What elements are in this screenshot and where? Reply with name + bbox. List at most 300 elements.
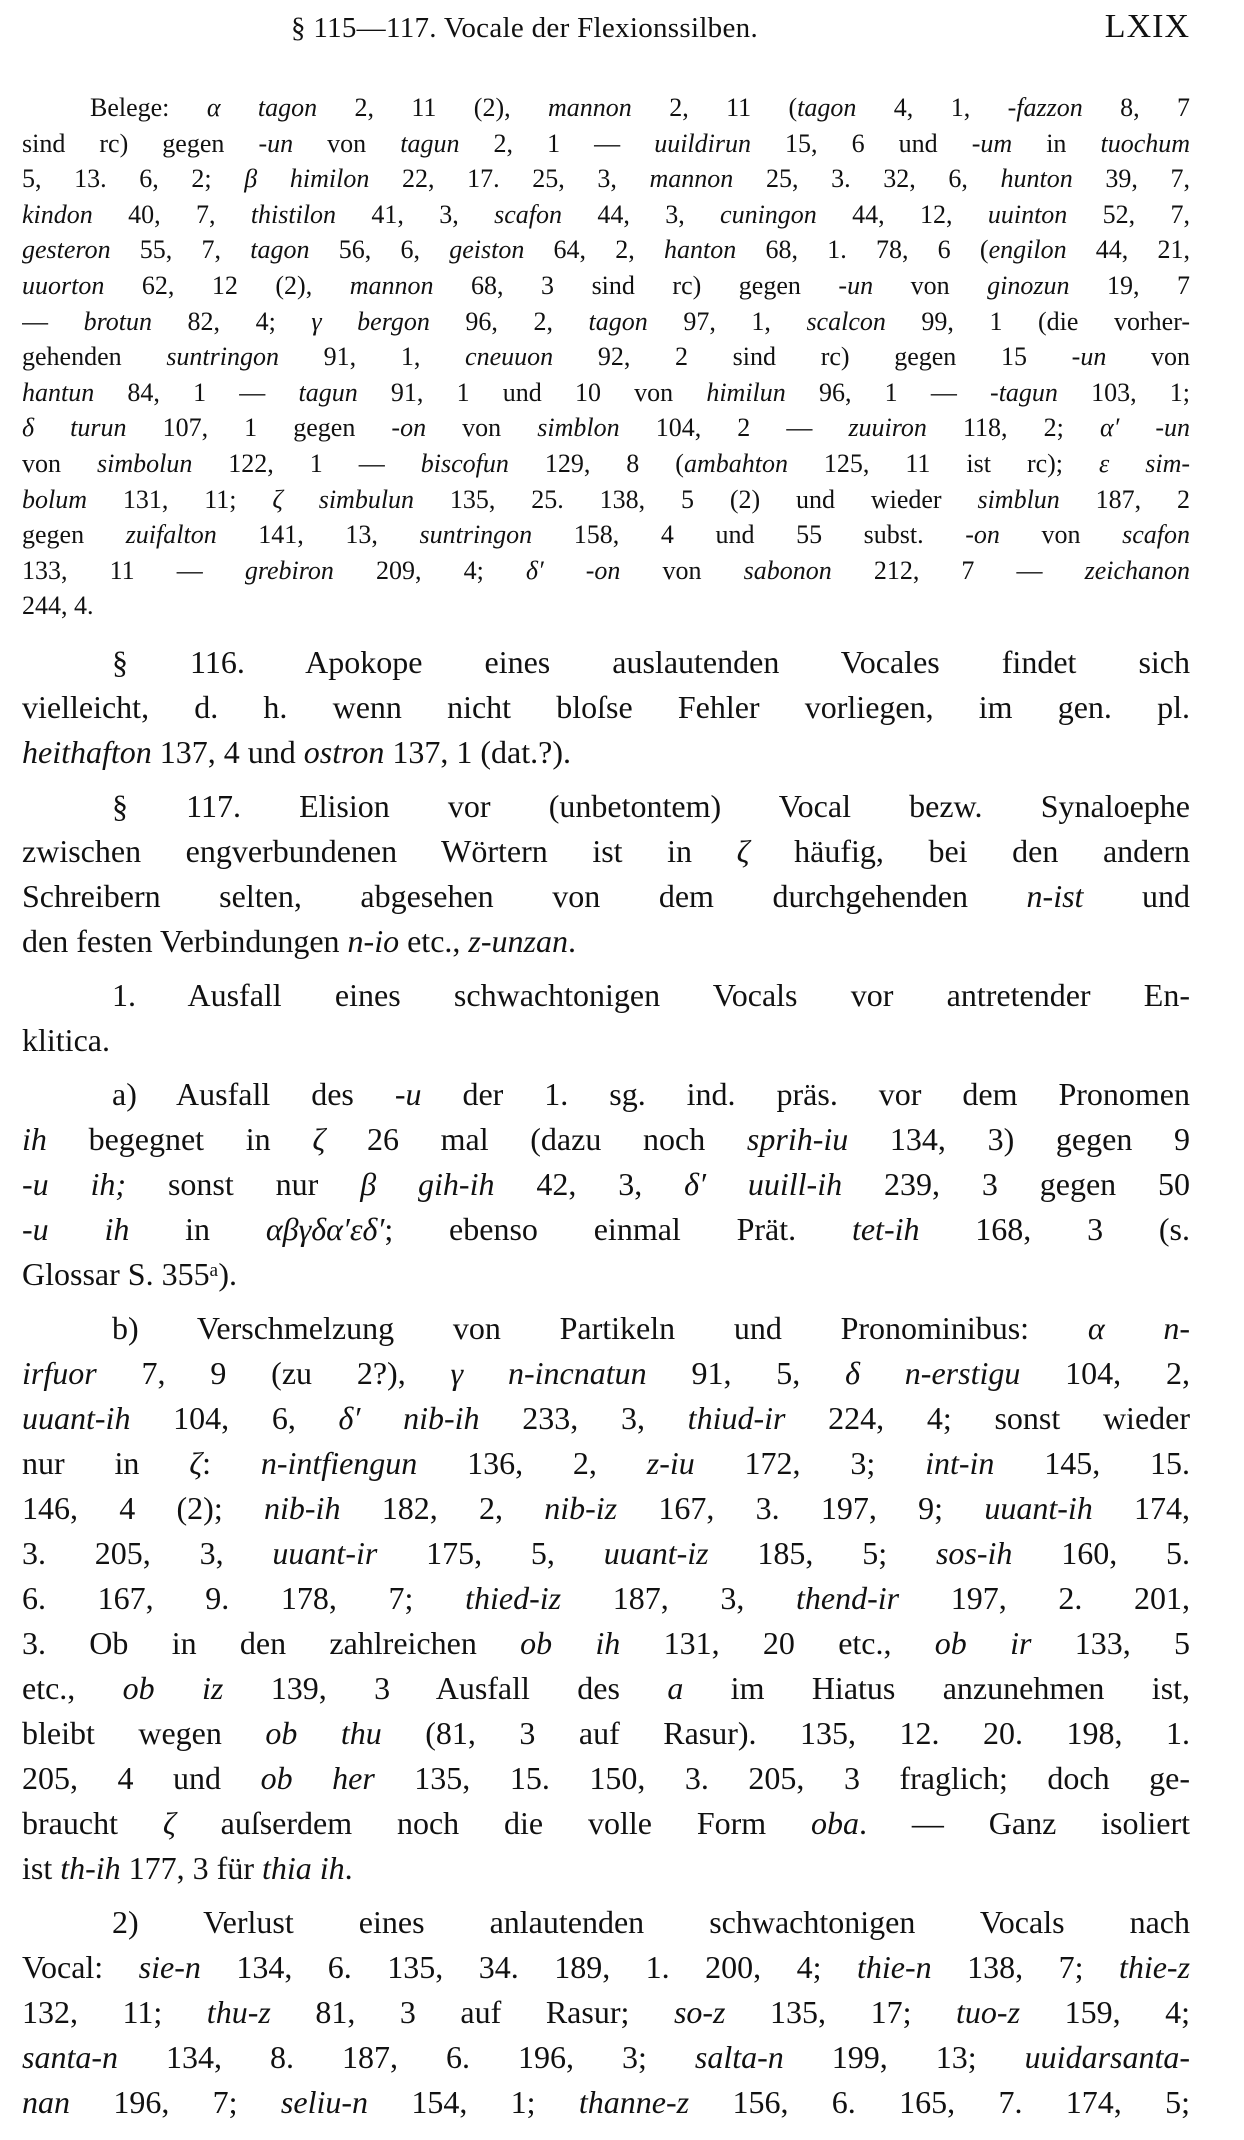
running-header-title: § 115—117. Vocale der Flexionssilben. bbox=[291, 12, 758, 44]
italic-word: ζ bbox=[162, 1804, 176, 1841]
italic-word: z-iu bbox=[646, 1444, 695, 1481]
italic-word: -um bbox=[971, 128, 1013, 158]
italic-word: n-intfiengun bbox=[260, 1444, 418, 1481]
italic-word: uuant-ih bbox=[984, 1489, 1093, 1526]
italic-word: uuildirun bbox=[654, 128, 751, 158]
italic-word: z-unzan bbox=[468, 922, 568, 959]
text-run: häufig, bei den andern bbox=[749, 832, 1190, 869]
italic-word: brotun bbox=[83, 306, 152, 336]
italic-word: thie-z bbox=[1118, 1948, 1190, 1985]
italic-word: hantun bbox=[22, 377, 95, 407]
text-run: von bbox=[873, 270, 988, 300]
text-run: 39, 7, bbox=[1072, 164, 1190, 194]
text-line bbox=[22, 1018, 1190, 1063]
text-run: 135, 17; bbox=[725, 1993, 957, 2030]
text-run: . bbox=[567, 922, 576, 959]
italic-word: ε sim- bbox=[1099, 448, 1190, 478]
text-run: 81, 3 auf Rasur; bbox=[270, 1993, 674, 2030]
italic-word: n-io bbox=[347, 922, 400, 959]
italic-word: simbolun bbox=[96, 448, 193, 478]
text-run: 52, 7, bbox=[1067, 199, 1190, 229]
text-run: 239, 3 gegen 50 bbox=[842, 1165, 1190, 1202]
text-run: 22, 17. 25, 3, bbox=[369, 164, 650, 194]
text-run: 174, bbox=[1092, 1489, 1190, 1526]
text-run: 197, 2. 201, bbox=[899, 1579, 1190, 1616]
italic-word: salta-n bbox=[694, 2038, 784, 2075]
italic-word: kindon bbox=[22, 199, 93, 229]
italic-word: thie-n bbox=[856, 1948, 932, 1985]
text-line bbox=[22, 1441, 1190, 1486]
page-body bbox=[22, 90, 1190, 2125]
italic-word: uuorton bbox=[22, 270, 105, 300]
text-run: . bbox=[344, 1849, 353, 1886]
italic-word: -u ih; bbox=[22, 1165, 127, 1202]
text-line bbox=[22, 197, 1190, 233]
text-run: 177, 3 für bbox=[120, 1849, 262, 1886]
text-run: 3. Ob in den zahlreichen bbox=[22, 1624, 521, 1661]
italic-word: bolum bbox=[22, 484, 87, 514]
italic-word: ob ih bbox=[520, 1624, 621, 1661]
text-run: 26 mal (dazu noch bbox=[325, 1120, 747, 1157]
italic-word: n-ist bbox=[1026, 877, 1084, 914]
text-run: 3. 205, 3, bbox=[22, 1534, 273, 1571]
text-run: 139, 3 Ausfall des bbox=[223, 1669, 668, 1706]
paragraph bbox=[22, 1072, 1190, 1297]
text-run: 91, 5, bbox=[646, 1354, 846, 1391]
italic-word: -un bbox=[1071, 342, 1107, 372]
text-line bbox=[22, 304, 1190, 340]
italic-word: sos-ih bbox=[935, 1534, 1013, 1571]
text-line bbox=[22, 1207, 1190, 1252]
text-line bbox=[22, 161, 1190, 197]
text-line bbox=[22, 553, 1190, 589]
italic-word: ginozun bbox=[987, 270, 1070, 300]
text-run: den festen Verbindungen bbox=[22, 922, 348, 959]
italic-word: mannon bbox=[349, 270, 434, 300]
text-line bbox=[22, 1351, 1190, 1396]
text-run: 64, 2, bbox=[524, 235, 665, 265]
italic-word: heithafton bbox=[22, 733, 152, 770]
text-run: 99, 1 (die vorher- bbox=[885, 306, 1190, 336]
italic-word: suntringon bbox=[166, 342, 279, 372]
italic-word: δ n-erstigu bbox=[845, 1354, 1021, 1391]
text-line bbox=[22, 640, 1190, 685]
text-run: 92, 2 sind rc) gegen 15 bbox=[553, 342, 1072, 372]
text-run: 91, 1 und 10 von bbox=[357, 377, 707, 407]
text-run: 68, 3 sind rc) gegen bbox=[433, 270, 839, 300]
text-run: 129, 8 ( bbox=[508, 448, 684, 478]
italic-word: α tagon bbox=[206, 93, 318, 122]
italic-word: scalcon bbox=[806, 306, 886, 336]
text-run: zwischen engverbundenen Wörtern ist in bbox=[22, 832, 737, 869]
text-run: . — Ganz isoliert bbox=[859, 1804, 1190, 1841]
text-run: in bbox=[129, 1210, 266, 1247]
text-run: § 116. Apokope eines auslautenden Vocales findet sich bbox=[112, 643, 1190, 680]
italic-word: cuningon bbox=[720, 199, 817, 229]
text-run: 2, 11 ( bbox=[631, 93, 798, 122]
text-run: 137, 1 (dat.?). bbox=[384, 733, 571, 770]
text-run: Vocal: bbox=[22, 1948, 139, 1985]
text-line bbox=[22, 1801, 1190, 1846]
italic-word: so-z bbox=[673, 1993, 726, 2030]
text-run: 146, 4 (2); bbox=[22, 1489, 264, 1526]
text-run: 244, 4. bbox=[22, 591, 94, 621]
text-run: 55, 7, bbox=[110, 235, 251, 265]
italic-word: seliu-n bbox=[280, 2083, 368, 2120]
italic-word: -un bbox=[258, 128, 294, 158]
italic-word: ih bbox=[22, 1120, 47, 1157]
text-run: bleibt wegen bbox=[22, 1714, 266, 1751]
italic-word: scafon bbox=[494, 199, 562, 229]
text-run: 97, 1, bbox=[647, 306, 807, 336]
italic-word: γ bergon bbox=[311, 306, 430, 336]
italic-word: -fazzon bbox=[1007, 93, 1083, 122]
text-run: ist bbox=[22, 1849, 61, 1886]
text-run: 132, 11; bbox=[22, 1993, 207, 2030]
italic-word: thu-z bbox=[206, 1993, 271, 2030]
italic-word: -tagun bbox=[990, 377, 1058, 407]
text-run: — bbox=[22, 306, 84, 336]
text-run: 1. Ausfall eines schwachtonigen Vocals vor antretender En- bbox=[112, 976, 1190, 1013]
text-line bbox=[22, 1252, 1190, 1297]
paragraph bbox=[22, 1900, 1190, 2125]
text-run: 134, 3) gegen 9 bbox=[848, 1120, 1190, 1157]
italic-word: tet-ih bbox=[851, 1210, 920, 1247]
text-line bbox=[22, 1900, 1190, 1945]
italic-word: ostron bbox=[303, 733, 385, 770]
text-line bbox=[22, 232, 1190, 268]
italic-word: uuant-ir bbox=[272, 1534, 378, 1571]
text-run: 137, 4 und bbox=[151, 733, 304, 770]
text-run: 82, 4; bbox=[151, 306, 312, 336]
text-run: a) Ausfall des bbox=[112, 1075, 395, 1112]
text-run: 42, 3, bbox=[494, 1165, 685, 1202]
text-run: 2, 11 (2), bbox=[317, 93, 549, 122]
italic-word: mannon bbox=[649, 164, 734, 194]
italic-word: uuant-ih bbox=[22, 1399, 131, 1436]
text-run: 134, 8. 187, 6. 196, 3; bbox=[118, 2038, 695, 2075]
text-line bbox=[22, 375, 1190, 411]
text-run: 167, 3. 197, 9; bbox=[617, 1489, 985, 1526]
text-line bbox=[22, 1117, 1190, 1162]
text-line bbox=[22, 1576, 1190, 1621]
text-run: 135, 15. 150, 3. 205, 3 fraglich; doch ge- bbox=[374, 1759, 1190, 1796]
text-line bbox=[22, 588, 1190, 624]
text-run: : bbox=[202, 1444, 261, 1481]
text-line bbox=[22, 829, 1190, 874]
italic-word: δ′ -on bbox=[525, 555, 621, 585]
text-run: 4, 1, bbox=[856, 93, 1008, 122]
italic-word: tagun bbox=[400, 128, 460, 158]
text-run: 138, 7; bbox=[931, 1948, 1119, 1985]
text-run: ; ebenso einmal Prät. bbox=[384, 1210, 852, 1247]
italic-word: ζ simbulun bbox=[272, 484, 415, 514]
text-line bbox=[22, 1486, 1190, 1531]
text-run: vielleicht, d. h. wenn nicht bloſse Fehler vorliegen, im gen. pl. bbox=[22, 688, 1190, 725]
italic-word: cneuuon bbox=[465, 342, 554, 372]
footnote-paragraph bbox=[22, 90, 1190, 624]
italic-word: simblon bbox=[537, 413, 620, 443]
italic-word: zuifalton bbox=[125, 520, 217, 550]
text-run: Schreibern selten, abgesehen von dem durchgehenden bbox=[22, 877, 1027, 914]
italic-word: int-in bbox=[925, 1444, 995, 1481]
italic-word: gesteron bbox=[22, 235, 111, 265]
text-run: 141, 13, bbox=[216, 520, 420, 550]
text-run: im Hiatus anzunehmen ist, bbox=[683, 1669, 1190, 1706]
text-run: 199, 13; bbox=[783, 2038, 1025, 2075]
text-line bbox=[22, 1306, 1190, 1351]
italic-word: a bbox=[667, 1669, 684, 1706]
text-run: 2, 1 — bbox=[459, 128, 655, 158]
text-run: 159, 4; bbox=[1020, 1993, 1190, 2030]
text-line bbox=[22, 1162, 1190, 1207]
italic-word: ob her bbox=[260, 1759, 375, 1796]
text-line bbox=[22, 1072, 1190, 1117]
text-run: 15, 6 und bbox=[750, 128, 972, 158]
italic-word: β himilon bbox=[244, 164, 370, 194]
text-run: 168, 3 (s. bbox=[919, 1210, 1190, 1247]
text-run: gegen bbox=[22, 520, 126, 550]
text-run: sonst nur bbox=[126, 1165, 361, 1202]
italic-word: ζ bbox=[189, 1444, 203, 1481]
text-run: Belege: bbox=[90, 93, 207, 122]
text-run: von bbox=[620, 555, 744, 585]
paragraph bbox=[22, 1306, 1190, 1891]
italic-word: nan bbox=[22, 2083, 70, 2120]
text-run: 212, 7 — bbox=[831, 555, 1085, 585]
text-run: 2) Verlust eines anlautenden schwachtonigen Vocals nach bbox=[112, 1903, 1190, 1940]
italic-word: -on bbox=[391, 413, 427, 443]
text-run: 224, 4; sonst wieder bbox=[785, 1399, 1190, 1436]
text-run: 96, 2, bbox=[429, 306, 589, 336]
text-run: 122, 1 — bbox=[192, 448, 421, 478]
italic-word: geiston bbox=[449, 235, 525, 265]
text-run: 136, 2, bbox=[417, 1444, 647, 1481]
text-line bbox=[22, 1990, 1190, 2035]
text-run: etc., bbox=[22, 1669, 123, 1706]
text-run: von bbox=[999, 520, 1123, 550]
text-run: 196, 7; bbox=[70, 2083, 281, 2120]
italic-word: δ′ nib-ih bbox=[338, 1399, 480, 1436]
text-line bbox=[22, 126, 1190, 162]
text-run: 187, 2 bbox=[1059, 484, 1190, 514]
text-line bbox=[22, 1666, 1190, 1711]
italic-word: suntringon bbox=[419, 520, 533, 550]
text-run: 158, 4 und 55 subst. bbox=[532, 520, 966, 550]
text-run: 233, 3, bbox=[479, 1399, 688, 1436]
italic-word: ob thu bbox=[265, 1714, 382, 1751]
italic-word: nib-ih bbox=[264, 1489, 341, 1526]
text-line bbox=[22, 1396, 1190, 1441]
text-run: von bbox=[426, 413, 538, 443]
text-line bbox=[22, 410, 1190, 446]
text-run: Glossar S. 355ᵃ). bbox=[22, 1255, 237, 1292]
italic-word: mannon bbox=[548, 93, 632, 122]
text-run: 125, 11 ist rc); bbox=[787, 448, 1099, 478]
text-run: 205, 4 und bbox=[22, 1759, 261, 1796]
italic-word: ambahton bbox=[683, 448, 788, 478]
text-run: 41, 3, bbox=[336, 199, 495, 229]
text-run: § 117. Elision vor (unbetontem) Vocal bezw. Synaloephe bbox=[112, 787, 1190, 824]
text-run: auſserdem noch die volle Form bbox=[175, 1804, 812, 1841]
italic-word: thia ih bbox=[261, 1849, 345, 1886]
text-run: sind rc) gegen bbox=[22, 128, 259, 158]
text-line bbox=[22, 1531, 1190, 1576]
italic-word: thend-ir bbox=[796, 1579, 900, 1616]
italic-word: ob iz bbox=[122, 1669, 224, 1706]
italic-word: ob ir bbox=[934, 1624, 1032, 1661]
text-run: von bbox=[1106, 342, 1190, 372]
text-run: 154, 1; bbox=[368, 2083, 579, 2120]
italic-word: scafon bbox=[1122, 520, 1190, 550]
italic-word: ζ bbox=[736, 832, 750, 869]
text-run: 133, 5 bbox=[1031, 1624, 1190, 1661]
italic-word: tagon bbox=[588, 306, 648, 336]
text-run: 187, 3, bbox=[561, 1579, 796, 1616]
text-line bbox=[22, 973, 1190, 1018]
text-run: 175, 5, bbox=[377, 1534, 604, 1571]
text-line bbox=[22, 1711, 1190, 1756]
text-run: 131, 20 etc., bbox=[620, 1624, 935, 1661]
text-run: in bbox=[1012, 128, 1101, 158]
text-run: 8, 7 bbox=[1082, 93, 1190, 122]
text-line bbox=[22, 2035, 1190, 2080]
text-run: 104, 2, bbox=[1020, 1354, 1190, 1391]
italic-word: α′ -un bbox=[1099, 413, 1190, 443]
italic-word: sie-n bbox=[138, 1948, 201, 1985]
paragraph bbox=[22, 973, 1190, 1063]
text-run: 91, 1, bbox=[279, 342, 466, 372]
text-run: 133, 11 — bbox=[22, 555, 245, 585]
text-run: 44, 12, bbox=[816, 199, 988, 229]
text-run: 40, 7, bbox=[92, 199, 251, 229]
text-line bbox=[22, 919, 1190, 964]
text-run: braucht bbox=[22, 1804, 163, 1841]
italic-word: -u ih bbox=[22, 1210, 130, 1247]
text-line bbox=[22, 90, 1190, 126]
italic-word: th-ih bbox=[60, 1849, 121, 1886]
text-line bbox=[22, 482, 1190, 518]
italic-word: tuochum bbox=[1100, 128, 1190, 158]
text-run: 68, 1. 78, 6 ( bbox=[736, 235, 989, 265]
text-run: gehenden bbox=[22, 342, 167, 372]
text-run: 145, 15. bbox=[994, 1444, 1190, 1481]
italic-word: tagon bbox=[797, 93, 857, 122]
italic-word: nib-iz bbox=[544, 1489, 618, 1526]
italic-word: uuidarsanta- bbox=[1024, 2038, 1190, 2075]
text-run: 160, 5. bbox=[1012, 1534, 1190, 1571]
text-run: klitica. bbox=[22, 1021, 110, 1058]
italic-word: αβγδα′εδ′ bbox=[265, 1210, 385, 1247]
text-run: 103, 1; bbox=[1057, 377, 1190, 407]
text-run: 84, 1 — bbox=[94, 377, 299, 407]
page-number: LXIX bbox=[1104, 8, 1190, 45]
paragraph bbox=[22, 784, 1190, 964]
text-run: 96, 1 — bbox=[785, 377, 991, 407]
italic-word: thied-iz bbox=[465, 1579, 562, 1616]
text-run: 62, 12 (2), bbox=[104, 270, 350, 300]
text-run: und bbox=[1083, 877, 1190, 914]
italic-word: hanton bbox=[664, 235, 737, 265]
text-run: der 1. sg. ind. präs. vor dem Pronomen bbox=[421, 1075, 1190, 1112]
text-line bbox=[22, 339, 1190, 375]
italic-word: γ n-incnatun bbox=[450, 1354, 647, 1391]
text-run: 135, 25. 138, 5 (2) und wieder bbox=[414, 484, 978, 514]
text-run: etc., bbox=[399, 922, 469, 959]
text-run: 182, 2, bbox=[340, 1489, 545, 1526]
italic-word: δ′ uuill-ih bbox=[684, 1165, 843, 1202]
text-run: 44, 3, bbox=[562, 199, 721, 229]
italic-word: δ turun bbox=[22, 413, 127, 443]
italic-word: thiud-ir bbox=[687, 1399, 786, 1436]
text-line bbox=[22, 517, 1190, 553]
text-run: 25, 3. 32, 6, bbox=[733, 164, 1001, 194]
italic-word: biscofun bbox=[420, 448, 509, 478]
text-run: 131, 11; bbox=[87, 484, 273, 514]
italic-word: zuuiron bbox=[848, 413, 927, 443]
text-run: 44, 21, bbox=[1066, 235, 1190, 265]
text-run: von bbox=[22, 448, 97, 478]
italic-word: hunton bbox=[1000, 164, 1073, 194]
text-run: 185, 5; bbox=[708, 1534, 936, 1571]
text-line bbox=[22, 784, 1190, 829]
italic-word: -on bbox=[965, 520, 1000, 550]
text-run: nur in bbox=[22, 1444, 190, 1481]
italic-word: -un bbox=[838, 270, 874, 300]
text-line bbox=[22, 874, 1190, 919]
italic-word: tagun bbox=[298, 377, 358, 407]
text-line bbox=[22, 1945, 1190, 1990]
italic-word: thistilon bbox=[250, 199, 337, 229]
text-run: 209, 4; bbox=[333, 555, 526, 585]
italic-word: simblun bbox=[977, 484, 1060, 514]
text-run: von bbox=[293, 128, 401, 158]
text-line bbox=[22, 1621, 1190, 1666]
italic-word: tagon bbox=[250, 235, 310, 265]
text-line bbox=[22, 268, 1190, 304]
text-run: (81, 3 auf Rasur). 135, 12. 20. 198, 1. bbox=[381, 1714, 1190, 1751]
italic-word: zeichanon bbox=[1084, 555, 1190, 585]
italic-word: sabonon bbox=[743, 555, 832, 585]
text-run: 19, 7 bbox=[1069, 270, 1190, 300]
italic-word: santa-n bbox=[22, 2038, 118, 2075]
italic-word: grebiron bbox=[244, 555, 334, 585]
italic-word: thanne-z bbox=[578, 2083, 690, 2120]
text-run: 104, 2 — bbox=[619, 413, 849, 443]
text-run: 172, 3; bbox=[694, 1444, 926, 1481]
text-line bbox=[22, 1846, 1190, 1891]
italic-word: tuo-z bbox=[956, 1993, 1021, 2030]
italic-word: uuinton bbox=[987, 199, 1068, 229]
text-run: 104, 6, bbox=[130, 1399, 339, 1436]
text-run: begegnet in bbox=[46, 1120, 313, 1157]
text-line bbox=[22, 685, 1190, 730]
text-run: 107, 1 gegen bbox=[126, 413, 392, 443]
text-run: 6. 167, 9. 178, 7; bbox=[22, 1579, 466, 1616]
paragraph bbox=[22, 640, 1190, 775]
text-run: 7, 9 (zu 2?), bbox=[96, 1354, 451, 1391]
italic-word: -u bbox=[394, 1075, 422, 1112]
text-line bbox=[22, 1756, 1190, 1801]
italic-word: engilon bbox=[988, 235, 1067, 265]
italic-word: irfuor bbox=[22, 1354, 97, 1391]
text-run: 56, 6, bbox=[309, 235, 450, 265]
italic-word: sprih-iu bbox=[746, 1120, 849, 1157]
text-line bbox=[22, 2080, 1190, 2125]
italic-word: β gih-ih bbox=[360, 1165, 495, 1202]
italic-word: uuant-iz bbox=[603, 1534, 709, 1571]
text-run: 156, 6. 165, 7. 174, 5; bbox=[689, 2083, 1190, 2120]
